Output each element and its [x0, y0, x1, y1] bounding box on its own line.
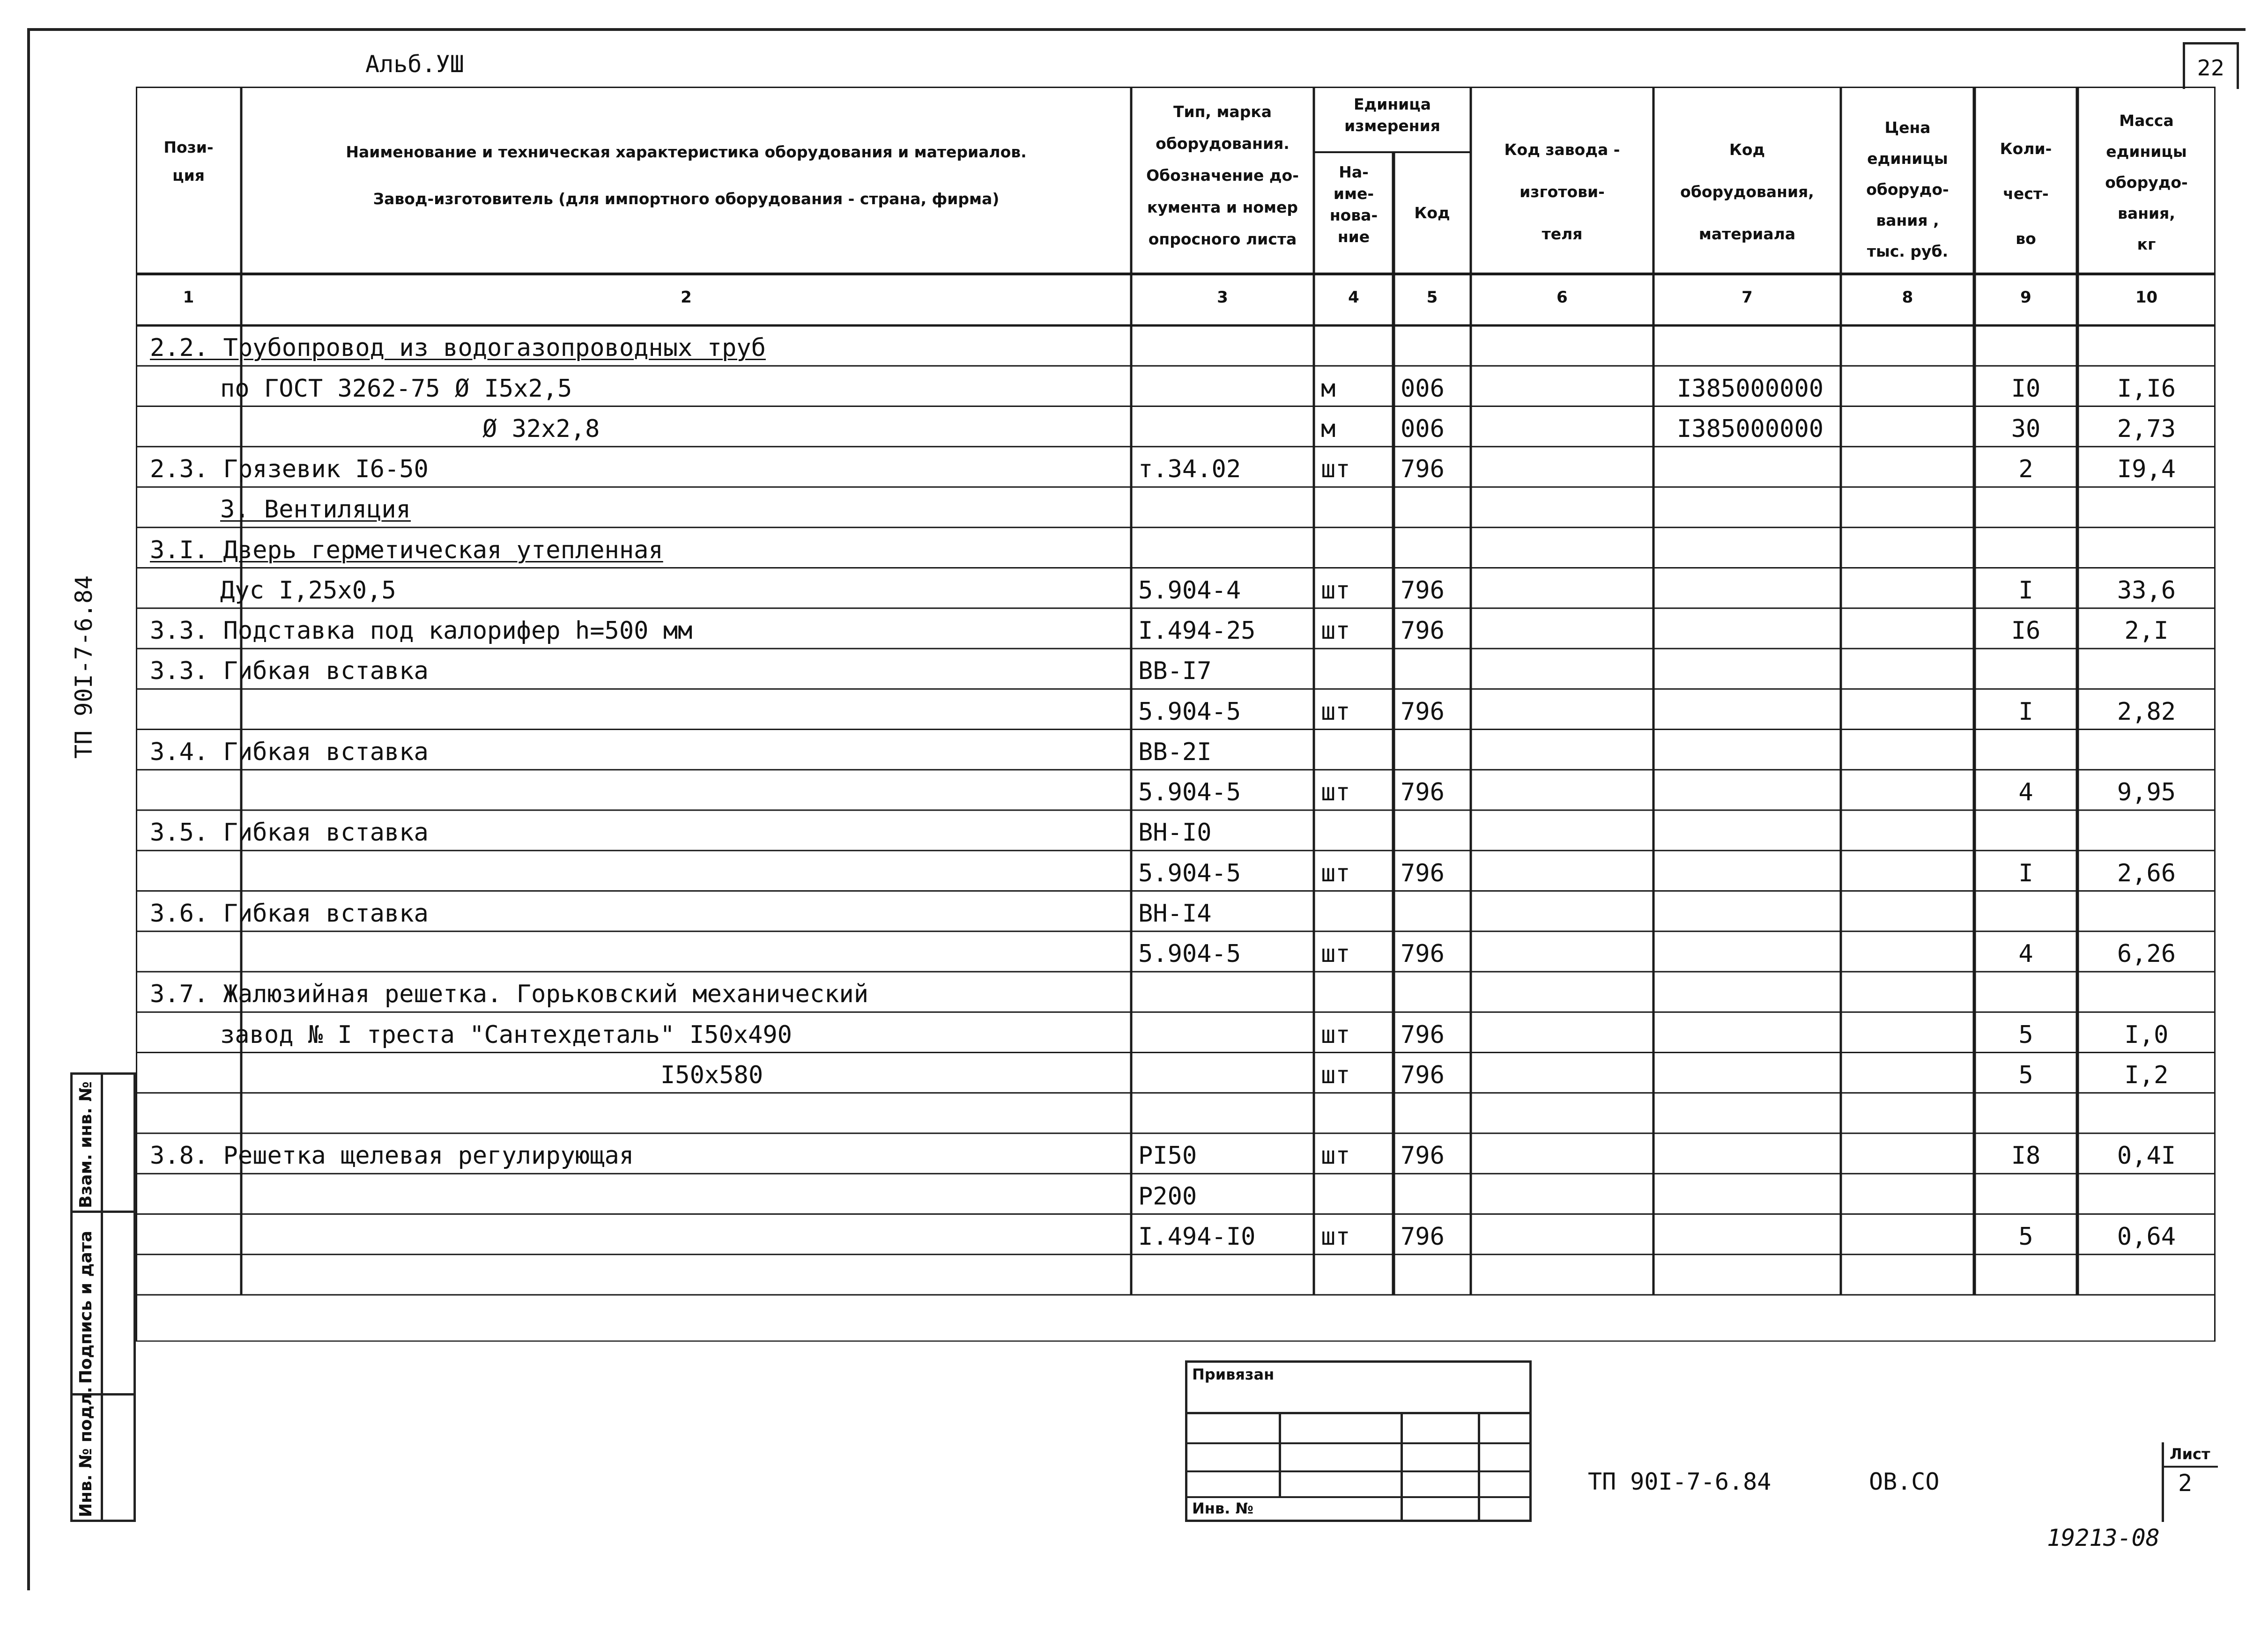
- sheet-number: 2: [2178, 1470, 2193, 1497]
- sheet-box: [2162, 1442, 2216, 1522]
- item-material-code: I385000000: [1677, 374, 1824, 403]
- item-unit-code: 796: [1401, 1222, 1445, 1251]
- item-quantity: I: [2018, 576, 2033, 605]
- column-number: 3: [1217, 288, 1228, 307]
- title-block-inv-label: Инв. №: [1192, 1499, 1253, 1517]
- item-quantity: I6: [2011, 617, 2041, 645]
- column-number: 2: [681, 288, 692, 307]
- item-quantity: I: [2018, 697, 2033, 726]
- item-name: 2.3. Грязевик I6-50: [150, 455, 429, 483]
- item-name: 3.7. Жалюзийная решетка. Горьковский механический: [150, 980, 869, 1009]
- album-label: Альб.УШ: [365, 51, 464, 78]
- item-name: I50x580: [660, 1061, 763, 1089]
- item-type: т.34.02: [1138, 455, 1241, 483]
- item-type: PI50: [1138, 1142, 1197, 1170]
- item-unit: шт: [1321, 1222, 1350, 1251]
- item-mass: 2,82: [2117, 697, 2176, 726]
- item-unit: шт: [1321, 1020, 1350, 1049]
- item-quantity: I: [2018, 859, 2033, 887]
- item-unit-code: 796: [1401, 1142, 1445, 1170]
- item-unit: шт: [1321, 859, 1350, 887]
- sheet-label: Лист: [2170, 1445, 2210, 1463]
- item-quantity: 5: [2018, 1020, 2033, 1049]
- item-mass: 2,I: [2124, 617, 2169, 645]
- item-name: 3.5. Гибкая вставка: [150, 819, 429, 847]
- stamp-replaced-inv: Взам. инв. №: [76, 1081, 96, 1208]
- item-unit-code: 006: [1401, 414, 1445, 443]
- item-mass: 2,73: [2117, 414, 2176, 443]
- item-type: ВВ-I7: [1138, 657, 1212, 686]
- item-type: I.494-25: [1138, 617, 1256, 645]
- item-mass: 6,26: [2117, 940, 2176, 968]
- item-unit-code: 796: [1401, 859, 1445, 887]
- item-quantity: 4: [2018, 940, 2033, 968]
- stamp-original-inv: Инв. № подл.: [76, 1387, 96, 1517]
- header-position: Пози- ция: [163, 138, 214, 185]
- item-name: Дус I,25x0,5: [220, 576, 396, 605]
- item-quantity: I8: [2011, 1142, 2041, 1170]
- stamp-signature-date: Подпись и дата: [76, 1231, 96, 1384]
- item-unit-code: 796: [1401, 1061, 1445, 1089]
- item-quantity: I0: [2011, 374, 2041, 403]
- header-unit: Единица измерения: [1344, 95, 1440, 135]
- item-type: 5.904-4: [1138, 576, 1241, 605]
- item-type: ВН-I0: [1138, 819, 1212, 847]
- item-unit: шт: [1321, 1142, 1350, 1170]
- item-unit-code: 796: [1401, 940, 1445, 968]
- item-name: 3. Вентиляция: [220, 495, 411, 524]
- item-name: 3.3. Гибкая вставка: [150, 657, 429, 686]
- item-mass: 2,66: [2117, 859, 2176, 887]
- item-name: по ГОСТ 3262-75 Ø I5x2,5: [220, 374, 572, 403]
- item-name: 3.6. Гибкая вставка: [150, 899, 429, 928]
- document-mark: ОВ.СО: [1869, 1468, 1940, 1495]
- item-mass: 9,95: [2117, 778, 2176, 806]
- item-unit-code: 796: [1401, 1020, 1445, 1049]
- item-name: 3.3. Подставка под калорифер h=500 мм: [150, 617, 693, 645]
- item-quantity: 2: [2018, 455, 2033, 483]
- left-stamp-strip: [70, 1072, 136, 1522]
- item-mass: 0,64: [2117, 1222, 2176, 1251]
- header-quantity: Коли- чест- во: [2000, 140, 2052, 248]
- page-number: 22: [2197, 55, 2225, 81]
- item-quantity: 30: [2011, 414, 2041, 443]
- item-quantity: 5: [2018, 1222, 2033, 1251]
- header-unit-code: Код: [1414, 204, 1450, 222]
- item-quantity: 4: [2018, 778, 2033, 806]
- item-mass: 33,6: [2117, 576, 2176, 605]
- header-mass: Масса единицы оборудо- вания, кг: [2105, 111, 2188, 253]
- side-document-code: ТП 90I-7-6.84: [70, 575, 97, 759]
- item-unit-code: 796: [1401, 617, 1445, 645]
- item-name: завод № I треста "Сантехдеталь" I50x490: [220, 1020, 792, 1049]
- title-block: [1185, 1360, 1532, 1522]
- item-type: 5.904-5: [1138, 940, 1241, 968]
- item-name: 2.2. Трубопровод из водогазопроводных труб: [150, 334, 766, 362]
- item-mass: I9,4: [2117, 455, 2176, 483]
- item-unit-code: 796: [1401, 576, 1445, 605]
- archive-number: 19213-08: [2047, 1524, 2160, 1551]
- item-type: I.494-I0: [1138, 1222, 1256, 1251]
- item-type: ВН-I4: [1138, 899, 1212, 928]
- column-number: 8: [1902, 288, 1913, 307]
- item-mass: I,0: [2124, 1020, 2169, 1049]
- specification-table: [136, 87, 2216, 1342]
- item-name: 3.I. Дверь герметическая утепленная: [150, 536, 663, 564]
- item-name: 3.8. Решетка щелевая регулирующая: [150, 1142, 634, 1170]
- item-unit: шт: [1321, 617, 1350, 645]
- header-unit-name: На- име- нова- ние: [1329, 163, 1378, 246]
- item-type: 5.904-5: [1138, 697, 1241, 726]
- header-equipment-code: Код оборудования, материала: [1680, 140, 1814, 243]
- item-mass: I,2: [2124, 1061, 2169, 1089]
- item-mass: 0,4I: [2117, 1142, 2176, 1170]
- item-mass: I,I6: [2117, 374, 2176, 403]
- item-unit-code: 796: [1401, 455, 1445, 483]
- item-unit: м: [1321, 414, 1336, 443]
- column-number: 10: [2135, 288, 2158, 307]
- item-unit: шт: [1321, 455, 1350, 483]
- item-type: 5.904-5: [1138, 859, 1241, 887]
- item-unit-code: 796: [1401, 778, 1445, 806]
- item-unit: шт: [1321, 576, 1350, 605]
- item-unit: шт: [1321, 1061, 1350, 1089]
- header-price: Цена единицы оборудо- вания , тыс. руб.: [1866, 118, 1949, 260]
- item-unit: шт: [1321, 940, 1350, 968]
- item-unit: шт: [1321, 697, 1350, 726]
- item-material-code: I385000000: [1677, 414, 1824, 443]
- item-type: P200: [1138, 1182, 1197, 1211]
- item-quantity: 5: [2018, 1061, 2033, 1089]
- item-unit: шт: [1321, 778, 1350, 806]
- item-unit-code: 796: [1401, 697, 1445, 726]
- title-block-linked-label: Привязан: [1192, 1366, 1275, 1383]
- column-number: 5: [1426, 288, 1438, 307]
- item-type: ВВ-2I: [1138, 738, 1212, 766]
- document-code: ТП 90I-7-6.84: [1588, 1468, 1771, 1495]
- header-name: Наименование и техническая характеристика оборудования и материалов. Завод-изготовитель (для импортного оборудования - страна, фирма): [346, 143, 1027, 208]
- header-type: Тип, марка оборудования. Обозначение до- кумента и номер опросного листа: [1146, 103, 1299, 248]
- item-type: 5.904-5: [1138, 778, 1241, 806]
- header-plant-code: Код завода - изготови- теля: [1504, 140, 1620, 243]
- column-number: 4: [1348, 288, 1359, 307]
- column-number: 6: [1556, 288, 1568, 307]
- item-name: 3.4. Гибкая вставка: [150, 738, 429, 766]
- page-number-box: [2183, 42, 2239, 89]
- column-number: 9: [2020, 288, 2031, 307]
- column-number: 1: [183, 288, 194, 307]
- item-name: Ø 32x2,8: [482, 414, 600, 443]
- item-unit: м: [1321, 374, 1336, 403]
- item-unit-code: 006: [1401, 374, 1445, 403]
- column-number: 7: [1742, 288, 1753, 307]
